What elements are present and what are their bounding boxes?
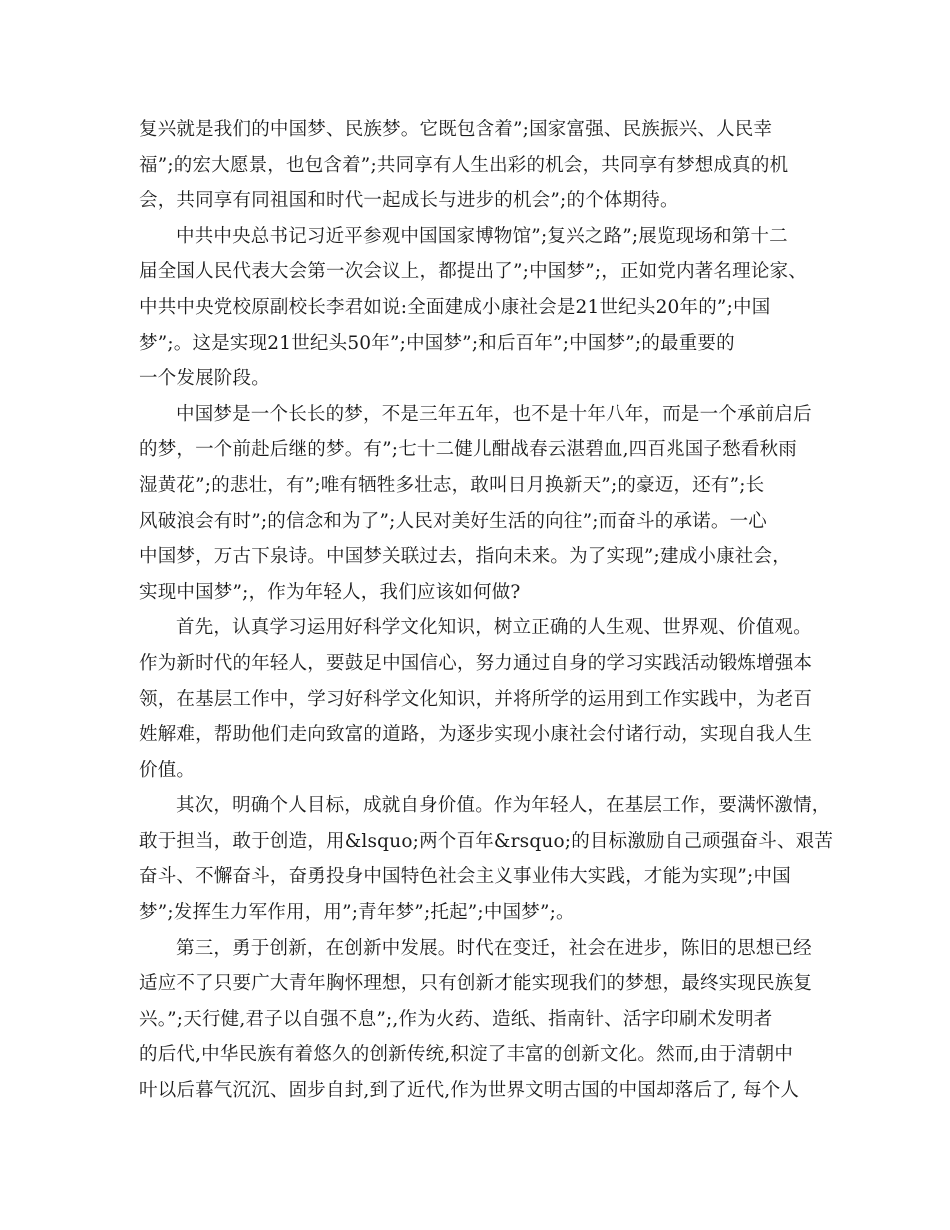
- document-body: [139, 112, 834, 1109]
- text-line: 福”;的宏大愿景，也包含着”;共同享有人生出彩的机会，共同享有梦想成真的机: [139, 154, 789, 176]
- text-line: 的后代,中华民族有着悠久的创新传统,积淀了丰富的创新文化。然而,由于清朝中: [139, 1044, 794, 1066]
- text-line: 一个发展阶段。: [139, 368, 270, 390]
- text-line: 作为新时代的年轻人，要鼓足中国信心，努力通过自身的学习实践活动锻炼增强本: [139, 652, 813, 674]
- paragraph-first-line: 第三，勇于创新，在创新中发展。时代在变迁，社会在进步，陈旧的思想已经: [176, 937, 812, 959]
- paragraph-first-line: 首先，认真学习运用好科学文化知识，树立正确的人生观、世界观、价值观。: [176, 617, 812, 639]
- text-line: 中共中央党校原副校长李君如说:全面建成小康社会是21世纪头20年的”;中国: [139, 296, 771, 318]
- text-line: 叶以后暮气沉沉、固步自封,到了近代,作为世界文明古国的中国却落后了, 每个人: [139, 1080, 800, 1102]
- text-line: 届全国人民代表大会第一次会议上，都提出了”;中国梦”;，正如党内著名理论家、: [139, 261, 807, 283]
- text-line: 价值。: [139, 759, 196, 781]
- text-line: 的梦，一个前赴后继的梦。有”;七十二健儿酣战春云湛碧血,四百兆国子愁看秋雨: [139, 439, 797, 461]
- text-line: 兴。”;天行健,君子以自强不息”;,作为火药、造纸、指南针、活字印刷术发明者: [139, 1008, 773, 1030]
- text-line: 适应不了只要广大青年胸怀理想，只有创新才能实现我们的梦想，最终实现民族复: [139, 973, 813, 995]
- text-line: 敢于担当，敢于创造，用&lsquo;两个百年&rsquo;的目标激励自己顽强奋斗、艰苦: [139, 830, 834, 852]
- text-line: 梦”;。这是实现21世纪头50年”;中国梦”;和后百年”;中国梦”;的最重要的: [139, 332, 735, 354]
- text-line: 实现中国梦”;，作为年轻人，我们应该如何做?: [139, 581, 521, 603]
- text-line: 湿黄花”;的悲壮，有”;唯有牺牲多壮志，敢叫日月换新天”;的豪迈，还有”;长: [139, 474, 765, 496]
- text-line: 中国梦，万古下泉诗。中国梦关联过去，指向未来。为了实现”;建成小康社会，: [139, 546, 791, 568]
- text-line: 姓解难，帮助他们走向致富的道路，为逐步实现小康社会付诸行动，实现自我人生: [139, 724, 813, 746]
- text-line: 奋斗、不懈奋斗，奋勇投身中国特色社会主义事业伟大实践，才能为实现”;中国: [139, 866, 791, 888]
- text-line: 风破浪会有时”;的信念和为了”;人民对美好生活的向往”;而奋斗的承诺。一心: [139, 510, 767, 532]
- text-line: 领，在基层工作中，学习好科学文化知识，并将所学的运用到工作实践中，为老百: [139, 688, 813, 710]
- paragraph-first-line: 其次，明确个人目标，成就自身价值。作为年轻人，在基层工作，要满怀激情，: [176, 795, 831, 817]
- paragraph-first-line: 中共中央总书记习近平参观中国国家博物馆”;复兴之路”;展览现场和第十二: [176, 225, 788, 247]
- text-line: 复兴就是我们的中国梦、民族梦。它既包含着”;国家富强、民族振兴、人民幸: [139, 119, 773, 140]
- text-line: 梦”;发挥生力军作用，用”;青年梦”;托起”;中国梦”;。: [139, 902, 575, 924]
- text-line: 会，共同享有同祖国和时代一起成长与进步的机会”;的个体期待。: [139, 190, 679, 212]
- paragraph-first-line: 中国梦是一个长长的梦，不是三年五年，也不是十年八年，而是一个承前启后: [176, 403, 812, 425]
